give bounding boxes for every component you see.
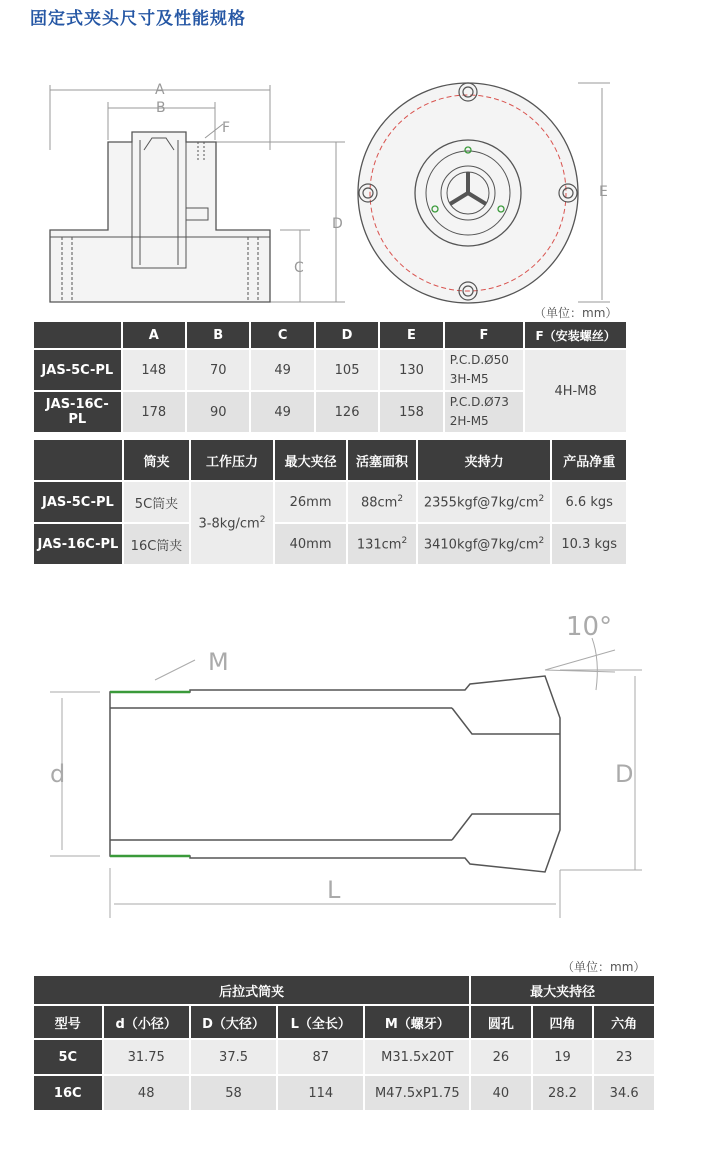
value-round: 40 — [471, 1076, 530, 1110]
table2-header-pressure: 工作压力 — [191, 440, 273, 480]
value-d: 48 — [104, 1076, 189, 1110]
table3-header-model: 型号 — [34, 1006, 102, 1038]
pressure-sup: 2 — [259, 514, 266, 525]
value-D: 105 — [316, 350, 378, 390]
table1-header-D: D — [316, 322, 378, 348]
table1-header-blank — [34, 322, 121, 348]
chuck-front-view-drawing — [352, 80, 632, 310]
screw-value: 4H-M8 — [525, 350, 626, 432]
dimension-table — [32, 320, 628, 434]
table-row — [34, 1040, 654, 1074]
table-row — [34, 1076, 654, 1110]
value-round: 26 — [471, 1040, 530, 1074]
table-row — [34, 482, 626, 522]
value-C: 49 — [251, 392, 313, 432]
area-text: 88cm — [360, 495, 398, 511]
label-d: d — [50, 760, 66, 788]
value-D: 37.5 — [191, 1040, 276, 1074]
model-name: 5C — [34, 1040, 102, 1074]
group-header-collet: 后拉式筒夹 — [34, 976, 469, 1004]
value-d: 31.75 — [104, 1040, 189, 1074]
table3-header-L: L（全长） — [278, 1006, 363, 1038]
table1-header-screw: F（安装螺丝） — [525, 322, 626, 348]
table3-header-D: D（大径） — [191, 1006, 276, 1038]
value-M: M31.5x20T — [365, 1040, 469, 1074]
force-sup: 2 — [538, 493, 545, 504]
label-D: D — [332, 216, 343, 232]
model-name: JAS-5C-PL — [34, 482, 122, 522]
performance-table — [32, 438, 628, 566]
force-text: 2355kgf@7kg/cm — [423, 495, 539, 511]
weight-value: 6.6 kgs — [552, 482, 626, 522]
table1-header-C: C — [251, 322, 313, 348]
pcd-value: P.C.D.Ø73 — [449, 395, 509, 409]
force-value — [418, 524, 551, 564]
model-name: 16C — [34, 1076, 102, 1110]
table3-header-d: d（小径） — [104, 1006, 189, 1038]
table-row — [34, 524, 626, 564]
value-D: 126 — [316, 392, 378, 432]
value-hex: 23 — [594, 1040, 654, 1074]
table1-header-A: A — [123, 322, 185, 348]
model-name: JAS-16C-PL — [34, 524, 122, 564]
max-value: 26mm — [275, 482, 346, 522]
group-header-max-clamp: 最大夹持径 — [471, 976, 654, 1004]
collet-table — [32, 974, 656, 1112]
hole-value: 3H-M5 — [449, 372, 489, 386]
value-A: 178 — [123, 392, 185, 432]
label-L: L — [327, 876, 341, 904]
value-square: 19 — [533, 1040, 593, 1074]
area-value — [348, 482, 415, 522]
chuck-side-view-drawing — [40, 80, 360, 310]
area-sup: 2 — [397, 493, 404, 504]
label-B: B — [156, 100, 166, 116]
force-value — [418, 482, 551, 522]
collet-drawing — [40, 600, 680, 930]
value-E: 158 — [380, 392, 442, 432]
model-name: JAS-16C-PL — [34, 392, 121, 432]
table2-header-collet: 筒夹 — [124, 440, 189, 480]
table1-header-B: B — [187, 322, 249, 348]
value-square: 28.2 — [533, 1076, 593, 1110]
area-value — [348, 524, 415, 564]
value-M: M47.5xP1.75 — [365, 1076, 469, 1110]
hole-value: 2H-M5 — [449, 414, 489, 428]
value-C: 49 — [251, 350, 313, 390]
angle-label: 10° — [566, 612, 613, 642]
table3-header-hex: 六角 — [594, 1006, 654, 1038]
value-F — [445, 350, 524, 390]
label-C: C — [294, 260, 304, 276]
pressure-text: 3-8kg/cm — [198, 516, 260, 532]
force-sup: 2 — [538, 535, 545, 546]
label-D: D — [615, 760, 634, 788]
page-title: 固定式夹头尺寸及性能规格 — [30, 9, 246, 29]
value-A: 148 — [123, 350, 185, 390]
table3-header-round: 圆孔 — [471, 1006, 530, 1038]
model-name: JAS-5C-PL — [34, 350, 121, 390]
table2-header-clamp-force: 夹持力 — [418, 440, 551, 480]
table2-header-blank — [34, 440, 122, 480]
area-text: 131cm — [356, 537, 402, 553]
table2-header-piston-area: 活塞面积 — [348, 440, 415, 480]
collet-value: 16C筒夹 — [124, 524, 189, 564]
table2-header-max-diameter: 最大夹径 — [275, 440, 346, 480]
area-sup: 2 — [401, 535, 408, 546]
pcd-value: P.C.D.Ø50 — [449, 353, 509, 367]
unit-note-2: （单位：mm） — [562, 960, 646, 974]
value-hex: 34.6 — [594, 1076, 654, 1110]
weight-value: 10.3 kgs — [552, 524, 626, 564]
label-A: A — [155, 82, 165, 98]
table3-header-M: M（螺牙） — [365, 1006, 469, 1038]
value-B: 70 — [187, 350, 249, 390]
label-M: M — [208, 648, 229, 676]
value-F — [445, 392, 524, 432]
table1-header-E: E — [380, 322, 442, 348]
collet-value: 5C筒夹 — [124, 482, 189, 522]
table2-header-weight: 产品净重 — [552, 440, 626, 480]
value-E: 130 — [380, 350, 442, 390]
pressure-value — [191, 482, 273, 564]
max-value: 40mm — [275, 524, 346, 564]
table-row — [34, 350, 626, 390]
label-F: F — [222, 120, 231, 136]
value-D: 58 — [191, 1076, 276, 1110]
unit-note-1: （单位：mm） — [534, 306, 618, 320]
force-text: 3410kgf@7kg/cm — [423, 537, 539, 553]
label-E: E — [599, 184, 608, 200]
value-B: 90 — [187, 392, 249, 432]
table1-header-F: F — [445, 322, 524, 348]
table3-header-square: 四角 — [533, 1006, 593, 1038]
value-L: 87 — [278, 1040, 363, 1074]
value-L: 114 — [278, 1076, 363, 1110]
